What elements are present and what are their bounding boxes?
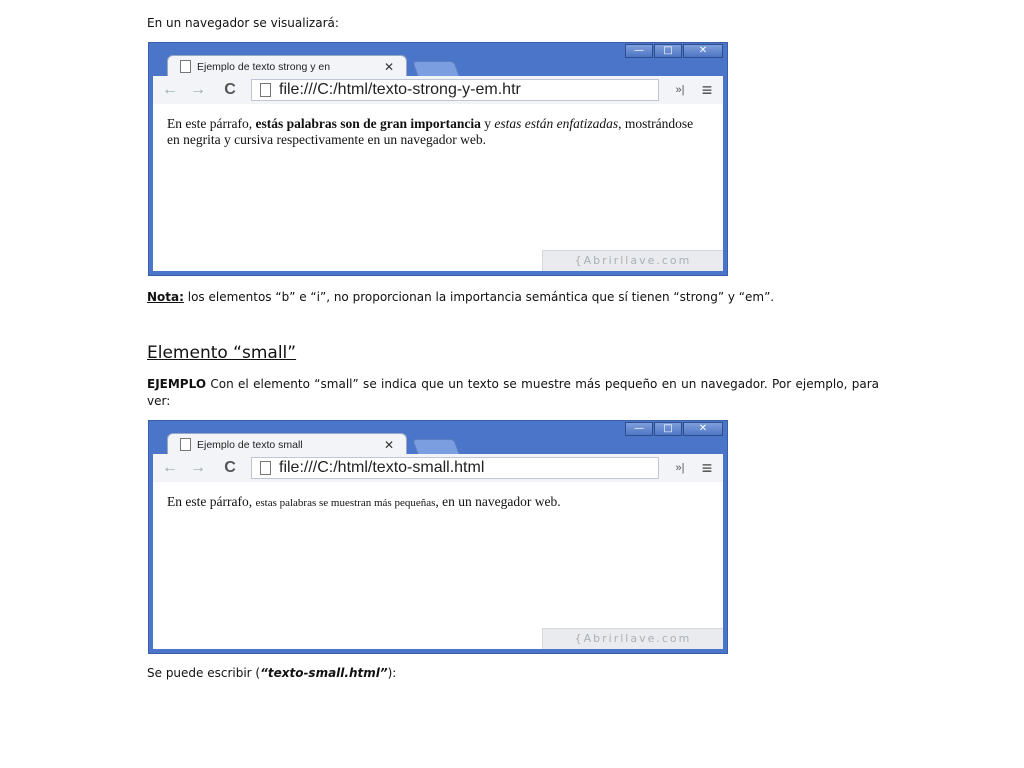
new-tab-button[interactable] [412, 439, 460, 455]
window-controls [624, 422, 723, 436]
back-icon[interactable]: ← [162, 459, 178, 476]
content-text: En este párrafo, [167, 116, 256, 131]
content-text: , mostrándose en negrita y cursiva respectivamente en un navegador web. [167, 116, 694, 147]
reload-icon[interactable]: C [224, 459, 236, 476]
watermark-logo: {Abrirllave.com [542, 628, 723, 649]
new-tab-button[interactable] [412, 61, 460, 77]
reload-icon[interactable]: C [224, 81, 236, 98]
maximize-icon[interactable]: □ [654, 44, 682, 58]
content-text: En este párrafo, [167, 494, 256, 509]
note-label: Nota: [147, 290, 184, 304]
final-paragraph [147, 665, 396, 682]
browser-window-small [148, 420, 728, 654]
browser-window-strong-em [148, 42, 728, 276]
note-text: los elementos “b” e “i”, no proporcionan la importancia semántica que sí tienen “strong” y “em”. [183, 290, 775, 304]
menu-icon[interactable]: ≡ [701, 79, 713, 100]
back-icon[interactable]: ← [162, 81, 178, 98]
tab-close-icon[interactable]: ✕ [383, 59, 395, 74]
final-suffix: ): [387, 666, 397, 680]
window-controls [624, 44, 723, 58]
close-icon[interactable]: ✕ [683, 44, 723, 58]
browser-toolbar [153, 454, 723, 482]
extensions-overflow-icon[interactable]: »| [675, 84, 685, 96]
minimize-icon[interactable]: — [625, 422, 653, 436]
content-text: , en un navegador web. [435, 494, 561, 509]
page-content [153, 104, 723, 271]
address-bar[interactable] [251, 457, 659, 479]
strong-text: estás palabras son de gran importancia [255, 116, 481, 131]
watermark-logo: {Abrirllave.com [542, 250, 723, 271]
tab-title: Ejemplo de texto small [197, 438, 303, 451]
extensions-overflow-icon[interactable]: »| [675, 462, 685, 474]
note-paragraph [147, 289, 879, 306]
em-text: estas están enfatizadas [494, 116, 619, 131]
maximize-icon[interactable]: □ [654, 422, 682, 436]
section-heading: Elemento “small” [147, 343, 297, 363]
small-text: estas palabras se muestran más pequeñas [255, 497, 436, 509]
intro-text: En un navegador se visualizará: [147, 16, 339, 30]
address-bar[interactable] [251, 79, 659, 101]
forward-icon[interactable]: → [190, 81, 206, 98]
forward-icon[interactable]: → [190, 459, 206, 476]
browser-tab[interactable] [167, 433, 407, 455]
page-icon [260, 461, 271, 475]
tab-title: Ejemplo de texto strong y en [197, 60, 331, 73]
example-paragraph [147, 376, 879, 410]
url-text: file:///C:/html/texto-small.html [279, 459, 485, 476]
page-icon [260, 83, 271, 97]
minimize-icon[interactable]: — [625, 44, 653, 58]
browser-toolbar [153, 76, 723, 104]
close-icon[interactable]: ✕ [683, 422, 723, 436]
example-text: Con el elemento “small” se indica que un texto se muestre más pequeño en un navegador. Por ejemplo, para ver: [147, 377, 879, 408]
example-label: EJEMPLO [147, 377, 207, 391]
final-filename: “texto-small.html” [260, 666, 388, 680]
page-icon [180, 438, 191, 451]
url-text: file:///C:/html/texto-strong-y-em.htr [279, 81, 521, 98]
menu-icon[interactable]: ≡ [701, 457, 713, 478]
final-prefix: Se puede escribir ( [147, 666, 261, 680]
tab-close-icon[interactable]: ✕ [383, 437, 395, 452]
page-content [153, 482, 723, 649]
content-text: y [480, 116, 495, 131]
browser-tab[interactable] [167, 55, 407, 77]
page-icon [180, 60, 191, 73]
